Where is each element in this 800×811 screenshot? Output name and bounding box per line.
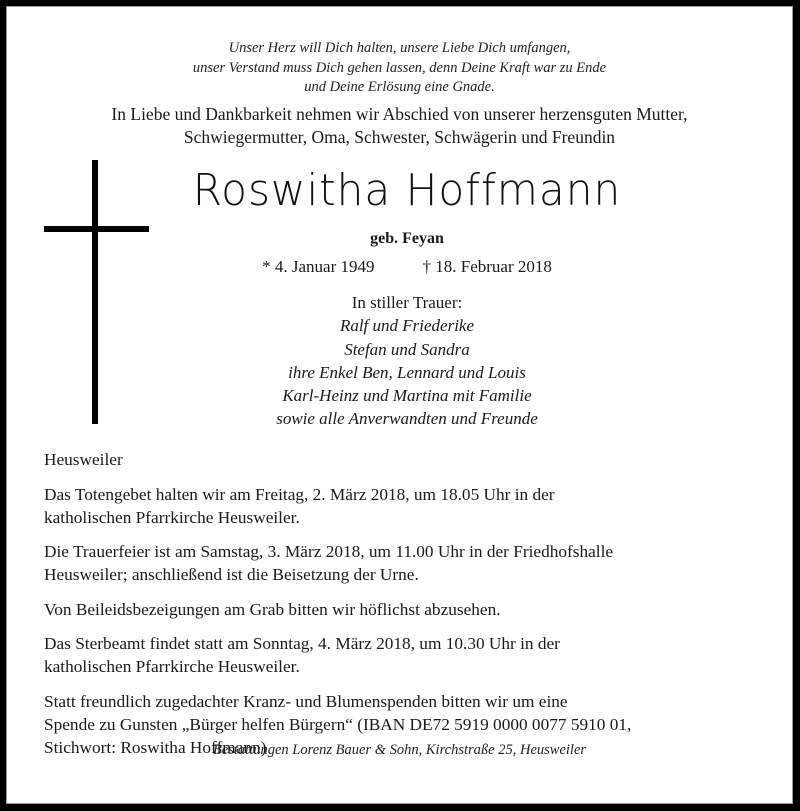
cross-horizontal-bar — [44, 226, 149, 232]
cross-vertical-bar — [92, 160, 98, 424]
body-text — [44, 448, 794, 770]
death-date: † 18. Februar 2018 — [422, 257, 552, 276]
birth-date: * 4. Januar 1949 — [262, 257, 375, 276]
life-dates — [147, 256, 667, 278]
paragraph-prayer — [44, 483, 794, 529]
place: Heusweiler — [44, 450, 123, 469]
mourner: Ralf und Friederike — [339, 316, 475, 336]
paragraph-requiem — [44, 632, 794, 678]
text-line: Das Sterbeamt findet statt am Sonntag, 4. März 2018, um 10.30 Uhr in der — [44, 634, 560, 653]
text-line: katholischen Pfarrkirche Heusweiler. — [44, 507, 300, 527]
paragraph-condolences — [44, 598, 794, 621]
poem-line: Unser Herz will Dich halten, unsere Liebe Dich umfangen, — [228, 40, 571, 56]
mourners-list — [147, 291, 667, 431]
text-line: Heusweiler; anschließend ist die Beisetzung der Urne. — [44, 565, 419, 584]
mourner: Stefan und Sandra — [344, 339, 470, 359]
mourners-heading: In stiller Trauer: — [351, 293, 463, 312]
poem — [7, 39, 792, 98]
deceased-name: Roswitha Hoffmann — [192, 165, 622, 216]
text-line: katholischen Pfarrkirche Heusweiler. — [44, 657, 300, 676]
mourner: sowie alle Anverwandten und Freunde — [276, 409, 538, 429]
undertaker-footer: Bestattungen Lorenz Bauer & Sohn, Kirchstraße 25, Heusweiler — [212, 742, 587, 758]
poem-line: unser Verstand muss Dich gehen lassen, denn Deine Kraft war zu Ende — [192, 59, 607, 76]
poem-line: und Deine Erlösung eine Gnade. — [304, 79, 495, 95]
text-line: Das Totengebet halten wir am Freitag, 2. März 2018, um 18.05 Uhr in der — [44, 484, 555, 504]
mourner: Karl-Heinz und Martina mit Familie — [282, 386, 532, 406]
intro-line: Schwiegermutter, Oma, Schwester, Schwägerin und Freundin — [183, 127, 616, 147]
text-line: Spende zu Gunsten „Bürger helfen Bürgern“ (IBAN DE72 5919 0000 0077 5910 01, — [44, 714, 632, 734]
text-line: Stichwort: Roswitha Hoffmann) — [44, 737, 267, 757]
obituary-notice — [6, 6, 793, 804]
intro-line: In Liebe und Dankbarkeit nehmen wir Abschied von unserer herzensguten Mutter, — [111, 104, 688, 124]
paragraph-funeral — [44, 540, 794, 586]
mourner: ihre Enkel Ben, Lennard und Louis — [288, 362, 526, 382]
intro-text — [7, 103, 792, 149]
text-line: Die Trauerfeier ist am Samstag, 3. März 2018, um 11.00 Uhr in der Friedhofshalle — [44, 542, 614, 561]
text-line: Von Beileidsbezeigungen am Grab bitten wir höflichst abzusehen. — [44, 599, 501, 619]
maiden-name: geb. Feyan — [370, 230, 444, 247]
text-line: Statt freundlich zugedachter Kranz- und Blumenspenden bitten wir um eine — [44, 691, 568, 711]
